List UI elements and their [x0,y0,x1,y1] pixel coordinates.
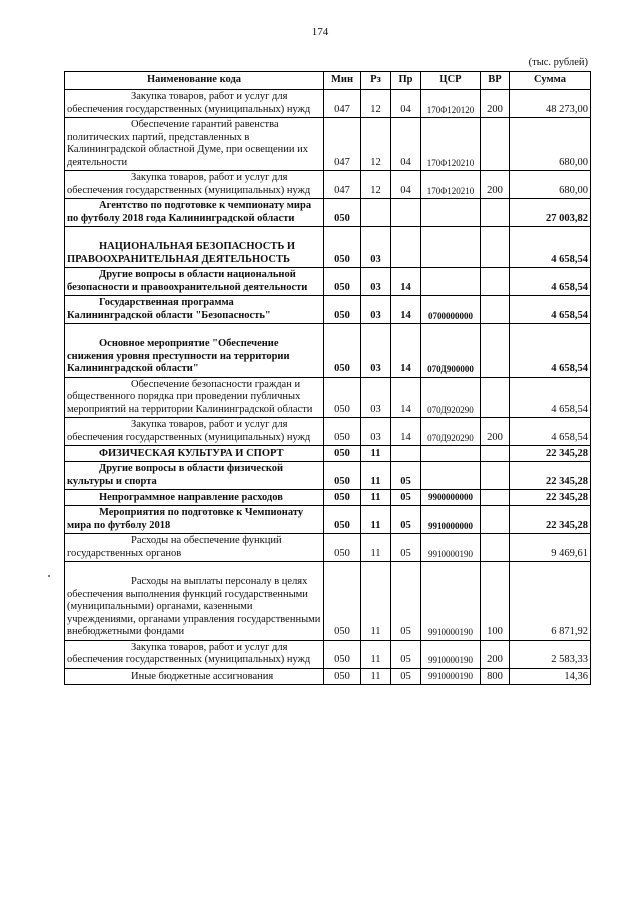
row-vr [481,296,510,324]
row-rz: 03 [361,418,391,446]
row-name: Иные бюджетные ассигнования [65,668,324,684]
row-min: 050 [324,562,361,641]
table-row [65,377,591,418]
row-sum: 680,00 [510,118,591,171]
row-csr: 170Ф120120 [421,90,481,118]
row-csr [421,462,481,490]
row-vr [481,268,510,296]
row-rz: 03 [361,377,391,418]
row-pr: 05 [391,668,421,684]
row-rz [361,199,391,227]
row-pr: 05 [391,490,421,506]
row-name: Государственная программа Калининградской области "Безопасность" [65,296,324,324]
header-sum: Сумма [510,72,591,90]
row-name: Закупка товаров, работ и услуг для обеспечения государственных (муниципальных) нужд [65,640,324,668]
row-rz: 11 [361,640,391,668]
table-header-row [65,72,591,90]
row-rz: 11 [361,506,391,534]
header-vr: ВР [481,72,510,90]
row-sum: 4 658,54 [510,227,591,268]
row-sum: 22 345,28 [510,490,591,506]
row-min: 050 [324,446,361,462]
row-vr [481,377,510,418]
row-name: Другие вопросы в области национальной безопасности и правоохранительной деятельности [65,268,324,296]
table-row [65,296,591,324]
row-csr: 170Ф120210 [421,118,481,171]
row-pr: 04 [391,171,421,199]
row-name: ФИЗИЧЕСКАЯ КУЛЬТУРА И СПОРТ [65,446,324,462]
row-csr: 9910000190 [421,668,481,684]
row-csr: 170Ф120210 [421,171,481,199]
row-rz: 12 [361,118,391,171]
header-min: Мин [324,72,361,90]
table-row [65,534,591,562]
row-csr [421,268,481,296]
header-pr: Пр [391,72,421,90]
row-rz: 11 [361,562,391,641]
row-vr [481,324,510,378]
row-sum: 2 583,33 [510,640,591,668]
row-sum: 4 658,54 [510,296,591,324]
header-name: Наименование кода [65,72,324,90]
row-vr [481,199,510,227]
row-pr: 14 [391,377,421,418]
table-row [65,506,591,534]
row-rz: 12 [361,171,391,199]
budget-table [64,71,591,685]
row-pr [391,199,421,227]
row-min: 050 [324,534,361,562]
row-sum: 680,00 [510,171,591,199]
row-sum: 14,36 [510,668,591,684]
row-vr: 100 [481,562,510,641]
row-pr: 14 [391,324,421,378]
row-vr [481,490,510,506]
row-rz: 11 [361,446,391,462]
table-row [65,199,591,227]
row-vr: 200 [481,171,510,199]
units-label: (тыс. рублей) [528,57,588,68]
row-csr: 9910000000 [421,506,481,534]
table-row [65,418,591,446]
row-rz: 11 [361,462,391,490]
row-name: Закупка товаров, работ и услуг для обеспечения государственных (муниципальных) нужд [65,171,324,199]
row-csr: 9910000190 [421,562,481,641]
row-pr: 14 [391,418,421,446]
row-vr: 200 [481,90,510,118]
row-min: 050 [324,296,361,324]
row-vr: 800 [481,668,510,684]
row-min: 050 [324,199,361,227]
row-name: Непрограммное направление расходов [65,490,324,506]
row-csr [421,227,481,268]
row-sum: 6 871,92 [510,562,591,641]
row-rz: 12 [361,90,391,118]
table-row [65,118,591,171]
row-pr: 05 [391,506,421,534]
row-min: 047 [324,171,361,199]
row-min: 050 [324,506,361,534]
row-csr [421,446,481,462]
row-sum: 4 658,54 [510,268,591,296]
row-sum: 48 273,00 [510,90,591,118]
header-rz: Рз [361,72,391,90]
row-name: Обеспечение гарантий равенства политических партий, представленных в Калининградской областной Думе, при освещении их деятельности [65,118,324,171]
row-vr [481,446,510,462]
row-name: НАЦИОНАЛЬНАЯ БЕЗОПАСНОСТЬ И ПРАВООХРАНИТЕЛЬНАЯ ДЕЯТЕЛЬНОСТЬ [65,227,324,268]
row-name: Закупка товаров, работ и услуг для обеспечения государственных (муниципальных) нужд [65,418,324,446]
row-name: Расходы на выплаты персоналу в целях обеспечения выполнения функций государственными (муниципальными) органами, казенными учреждениями, органами управления государственными внебюджетными фондами [65,562,324,641]
row-pr [391,446,421,462]
row-rz: 03 [361,227,391,268]
row-sum: 22 345,28 [510,462,591,490]
row-sum: 22 345,28 [510,506,591,534]
table-row [65,562,591,641]
row-csr: 070Д920290 [421,377,481,418]
row-name: Расходы на обеспечение функций государственных органов [65,534,324,562]
row-rz: 11 [361,534,391,562]
row-name: Обеспечение безопасности граждан и общественного порядка при проведении публичных мероприятий на территории Калининградской области [65,377,324,418]
scan-dot [48,575,50,577]
row-vr [481,534,510,562]
row-pr: 05 [391,534,421,562]
row-rz: 11 [361,490,391,506]
row-csr: 070Д900000 [421,324,481,378]
row-rz: 03 [361,324,391,378]
row-min: 050 [324,490,361,506]
row-vr [481,506,510,534]
row-min: 050 [324,324,361,378]
row-pr: 14 [391,296,421,324]
row-rz: 03 [361,268,391,296]
table-row [65,668,591,684]
table-row [65,324,591,378]
row-min: 050 [324,227,361,268]
row-min: 050 [324,418,361,446]
row-min: 050 [324,668,361,684]
row-vr: 200 [481,418,510,446]
table-row [65,462,591,490]
row-csr: 9900000000 [421,490,481,506]
header-csr: ЦСР [421,72,481,90]
row-sum: 4 658,54 [510,418,591,446]
row-name: Мероприятия по подготовке к Чемпионату мира по футболу 2018 [65,506,324,534]
row-name: Другие вопросы в области физической культуры и спорта [65,462,324,490]
table-row [65,227,591,268]
row-pr: 04 [391,118,421,171]
row-pr: 05 [391,462,421,490]
row-min: 050 [324,377,361,418]
row-sum: 9 469,61 [510,534,591,562]
row-csr: 9910000190 [421,534,481,562]
row-vr [481,227,510,268]
table-row [65,446,591,462]
row-csr: 070Д920290 [421,418,481,446]
row-name: Основное мероприятие "Обеспечение снижения уровня преступности на территории Калининградской области" [65,324,324,378]
table-row [65,640,591,668]
row-vr [481,462,510,490]
table-row [65,490,591,506]
row-vr [481,118,510,171]
row-pr: 05 [391,562,421,641]
row-csr [421,199,481,227]
row-pr: 04 [391,90,421,118]
row-pr: 14 [391,268,421,296]
row-sum: 4 658,54 [510,377,591,418]
row-sum: 4 658,54 [510,324,591,378]
table-row [65,268,591,296]
table-row [65,171,591,199]
row-min: 050 [324,268,361,296]
page-number: 174 [311,26,329,38]
row-min: 050 [324,640,361,668]
row-csr: 9910000190 [421,640,481,668]
row-name: Агентство по подготовке к чемпионату мира по футболу 2018 года Калининградской области [65,199,324,227]
table-row [65,90,591,118]
row-min: 047 [324,118,361,171]
row-sum: 22 345,28 [510,446,591,462]
row-rz: 03 [361,296,391,324]
row-min: 047 [324,90,361,118]
row-name: Закупка товаров, работ и услуг для обеспечения государственных (муниципальных) нужд [65,90,324,118]
row-rz: 11 [361,668,391,684]
row-pr: 05 [391,640,421,668]
row-min: 050 [324,462,361,490]
row-csr: 0700000000 [421,296,481,324]
row-pr [391,227,421,268]
row-vr: 200 [481,640,510,668]
row-sum: 27 003,82 [510,199,591,227]
